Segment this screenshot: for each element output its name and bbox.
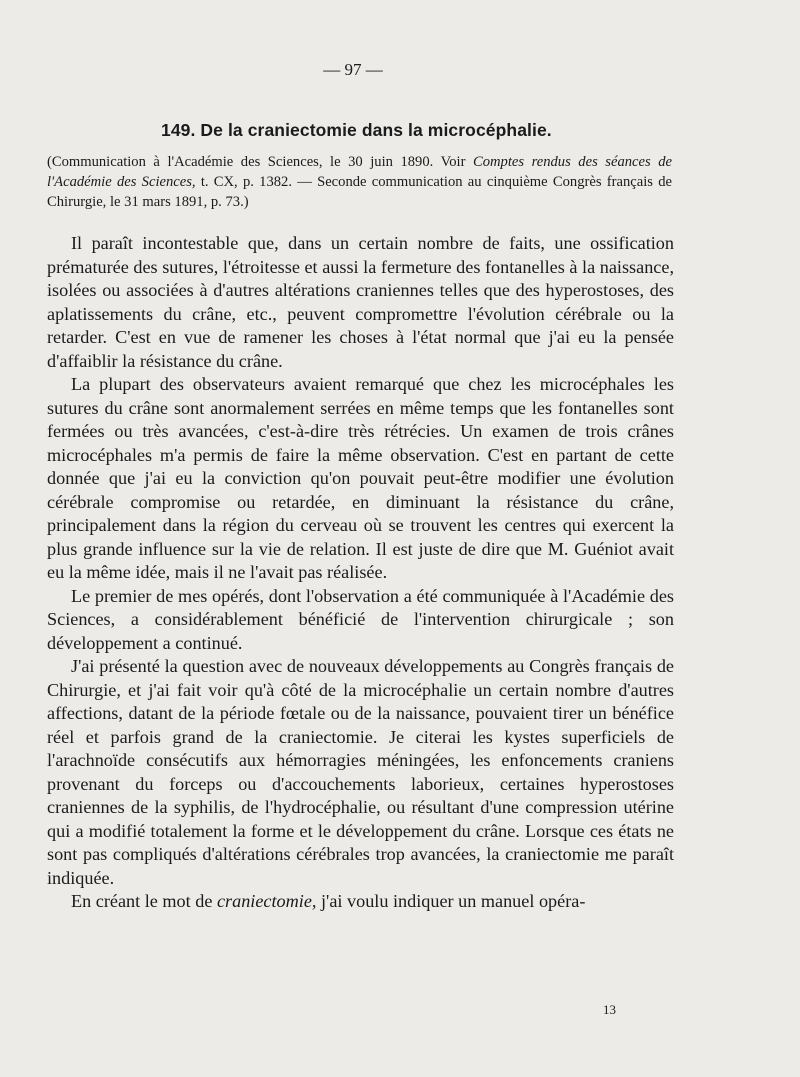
last-paragraph-start: En créant le mot de: [71, 891, 217, 911]
body-text: [47, 232, 674, 914]
paragraph-1: Il paraît incontestable que, dans un certain nombre de faits, une ossification prématurée des sutures, l'étroitesse et aussi la fermeture des fontanelles à la naissance, isolées ou associées à d'autres altérations craniennes telles que des hyperostoses, des aplatissements du crâne, etc., peuvent compromettre l'évolution cérébrale ou la retarder. C'est en vue de ramener les choses à l'état normal que j'ai eu la pensée d'affaiblir la résistance du crâne.: [47, 233, 674, 371]
paragraph-5: [47, 890, 674, 914]
last-paragraph-end: j'ai voulu indiquer un manuel opéra-: [316, 891, 586, 911]
publication-note: [47, 152, 672, 212]
signature-mark: 13: [603, 1002, 616, 1017]
note-open: (Communication à l'Académie des Sciences, le 30 juin 1890. Voir: [47, 154, 473, 170]
page-number: — 97 —: [323, 60, 383, 79]
last-paragraph-term: craniectomie,: [216, 891, 317, 911]
note-rest: t. CX, p. 1382. — Seconde communication au cinquième Congrès français de Chirurgie, le 31 mars 1891, p. 73.): [47, 174, 672, 210]
section-heading: 149. De la craniectomie dans la microcéphalie.: [161, 120, 552, 140]
paragraph-2: La plupart des observateurs avaient remarqué que chez les microcéphales les sutures du crâne sont anormalement serrées en même temps que les fontanelles sont fermées ou très avancées, c'est-à-dire très rétrécies. Un examen de trois crânes microcéphales m'a permis de faire la même observation. C'est en partant de cette donnée que j'ai eu la conviction qu'on pouvait peut-être modifier une évolution cérébrale compromise ou retardée, en diminuant la résistance du crâne, principalement dans la région du cerveau où se trouvent les centres qui exercent la plus grande influence sur la vie de relation. Il est juste de dire que M. Guéniot avait eu la même idée, mais il ne l'avait pas réalisée.: [47, 374, 674, 582]
paragraph-4: J'ai présenté la question avec de nouveaux développements au Congrès français de Chirurgie, et j'ai fait voir qu'à côté de la microcéphalie un certain nombre d'autres affections, datant de la période fœtale ou de la naissance, pouvaient tirer un bénéfice réel et parfois grand de la craniectomie. Je citerai les kystes superficiels de l'arachnoïde consécutifs aux hémorragies méningées, les enfoncements craniens provenant du forceps ou d'accouchements laborieux, certaines hyperostoses craniennes de la syphilis, de l'hydrocéphalie, ou résultant d'une compression utérine qui a modifié totalement la forme et le développement du crâne. Lorsque ces états ne sont pas compliqués d'altérations cérébrales trop avancées, la craniectomie me paraît indiquée.: [47, 656, 674, 888]
paragraph-3: Le premier de mes opérés, dont l'observation a été communiquée à l'Académie des Sciences, a considérablement bénéficié de l'intervention chirurgicale ; son développement a continué.: [47, 585, 674, 653]
note-journal: Comptes rendus des séances de l'Académie des Sciences,: [47, 154, 672, 190]
